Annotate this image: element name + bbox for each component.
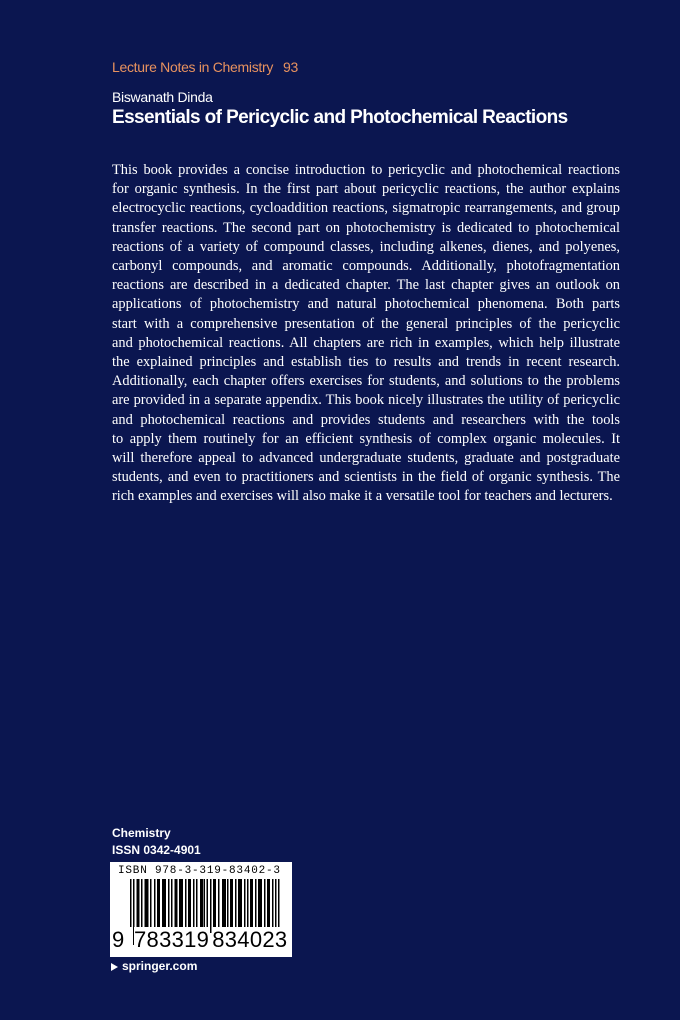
ean-group-left: 783319 [134, 927, 210, 952]
subject-label: Chemistry [112, 826, 171, 840]
book-description [112, 161, 620, 507]
book-title: Essentials of Pericyclic and Photochemical Reactions [112, 107, 568, 128]
description-line: applications of photochemistry and natural photochemical phenomena. Both parts [112, 296, 620, 313]
description-line: start with a comprehensive presentation of the general principles of the pericyclic [112, 315, 620, 332]
ean-first-digit: 9 [112, 927, 132, 953]
publisher-website[interactable] [111, 959, 197, 973]
description-line: Additionally, each chapter offers exercises for students, and solutions to the problems [112, 373, 620, 390]
description-line: to apply them routinely for an efficient synthesis of complex organic molecules. It [112, 430, 620, 447]
description-line: for organic synthesis. In the first part about pericyclic reactions, the author explains [112, 181, 620, 198]
description-line: and photochemical reactions and provides students and researchers with the tools [112, 411, 620, 428]
description-line: carbonyl compounds, and aromatic compounds. Additionally, photofragmentation [112, 258, 620, 275]
description-line: will therefore appeal to advanced undergraduate students, graduate and postgraduate [112, 450, 620, 467]
description-line: reactions are described in a dedicated chapter. The last chapter gives an outlook on [112, 277, 620, 294]
series-name: Lecture Notes in Chemistry [112, 59, 274, 75]
description-line: and photochemical reactions. All chapters are rich in examples, which help illustrate [112, 334, 620, 351]
isbn-label: ISBN 978-3-319-83402-3 [118, 865, 281, 877]
description-line: transfer reactions. The second part on photochemistry is dedicated to photochemical [112, 219, 620, 236]
triangle-right-icon [111, 963, 118, 971]
description-line: rich examples and exercises will also make it a versatile tool for teachers and lecturers. [112, 488, 613, 505]
website-label: springer.com [122, 959, 198, 973]
description-line: the explained principles and establish ties to results and trends in recent research. [112, 354, 620, 371]
series-volume: 93 [283, 59, 299, 75]
description-line: students, and even to practitioners and scientists in the field of organic synthesis. The [112, 469, 620, 486]
author-name: Biswanath Dinda [112, 89, 213, 105]
issn-label: ISSN 0342-4901 [112, 843, 201, 857]
description-line: are provided in a separate appendix. This book nicely illustrates the utility of pericyclic [112, 392, 620, 409]
isbn-barcode [110, 862, 292, 957]
ean-group-right: 834023 [212, 927, 288, 952]
series-title [112, 59, 298, 75]
description-line: electrocyclic reactions, cycloaddition reactions, sigmatropic rearrangements, and group [112, 200, 620, 217]
description-line: This book provides a concise introduction to pericyclic and photochemical reactions [112, 162, 620, 178]
ean-number [112, 927, 287, 953]
description-line: reactions of a variety of compound classes, including alkenes, dienes, and polyenes, [112, 238, 620, 255]
